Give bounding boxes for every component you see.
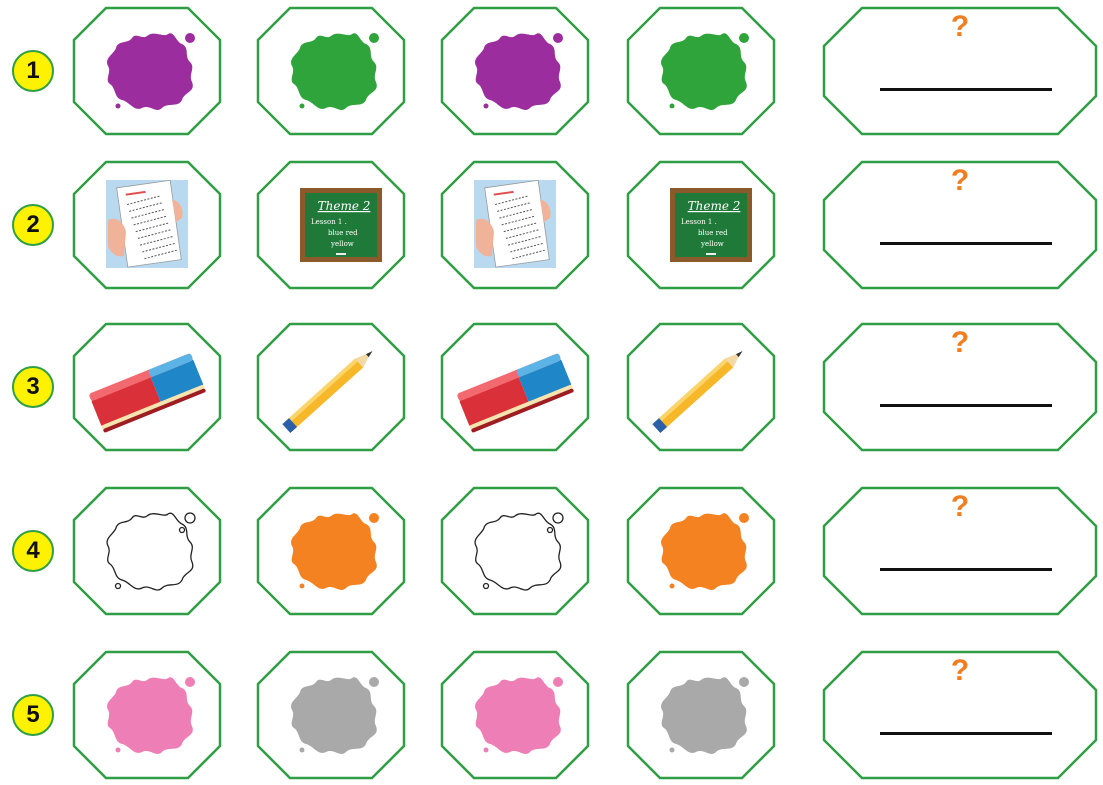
worksheet-icon <box>72 160 222 290</box>
paint-splat-icon <box>440 6 590 136</box>
pattern-row-1 <box>0 6 1103 136</box>
pattern-card <box>440 650 590 780</box>
pattern-card <box>72 6 222 136</box>
pattern-card <box>72 160 222 290</box>
svg-text:yellow: yellow <box>701 240 724 248</box>
paint-splat-icon <box>626 650 776 780</box>
row-number-badge: 3 <box>12 366 54 408</box>
question-mark: ? <box>950 490 970 523</box>
eraser-icon <box>72 322 222 452</box>
pattern-card <box>256 322 406 452</box>
pattern-card <box>256 650 406 780</box>
answer-line[interactable] <box>880 242 1052 245</box>
worksheet-icon <box>440 160 590 290</box>
answer-box[interactable] <box>822 322 1098 452</box>
chalkboard-icon <box>626 160 776 290</box>
pattern-card <box>256 6 406 136</box>
pattern-card <box>256 160 406 290</box>
answer-box[interactable] <box>822 486 1098 616</box>
pattern-card <box>440 486 590 616</box>
pattern-card <box>440 160 590 290</box>
svg-text:blue red: blue red <box>328 229 358 237</box>
pattern-card <box>626 650 776 780</box>
pattern-card <box>440 6 590 136</box>
pattern-card <box>72 650 222 780</box>
pattern-card <box>626 160 776 290</box>
pencil-icon <box>256 322 406 452</box>
paint-splat-icon <box>72 6 222 136</box>
pattern-row-4 <box>0 486 1103 616</box>
paint-splat-icon <box>440 486 590 616</box>
question-mark: ? <box>950 654 970 687</box>
paint-splat-icon <box>256 650 406 780</box>
paint-splat-icon <box>626 6 776 136</box>
svg-text:yellow: yellow <box>331 240 354 248</box>
row-number-badge: 4 <box>12 530 54 572</box>
pattern-row-3 <box>0 322 1103 452</box>
pattern-row-5 <box>0 650 1103 780</box>
paint-splat-icon <box>626 486 776 616</box>
svg-text:Lesson 1 .: Lesson 1 . <box>311 218 347 226</box>
eraser-icon <box>440 322 590 452</box>
pattern-card <box>626 486 776 616</box>
svg-text:Lesson 1 .: Lesson 1 . <box>681 218 717 226</box>
question-mark: ? <box>950 164 970 197</box>
row-number-badge: 2 <box>12 204 54 246</box>
chalkboard-icon <box>256 160 406 290</box>
board-title: Theme 2 <box>317 199 371 213</box>
answer-line[interactable] <box>880 404 1052 407</box>
pattern-row-2 <box>0 160 1103 290</box>
paint-splat-icon <box>256 6 406 136</box>
paint-splat-icon <box>256 486 406 616</box>
svg-text:blue red: blue red <box>698 229 728 237</box>
paint-splat-icon <box>72 650 222 780</box>
answer-line[interactable] <box>880 88 1052 91</box>
row-number-badge: 1 <box>12 50 54 92</box>
pencil-icon <box>626 322 776 452</box>
pattern-card <box>626 322 776 452</box>
answer-box[interactable] <box>822 6 1098 136</box>
pattern-card <box>440 322 590 452</box>
pattern-card <box>626 6 776 136</box>
answer-box[interactable] <box>822 160 1098 290</box>
pattern-card <box>72 322 222 452</box>
pattern-card <box>72 486 222 616</box>
question-mark: ? <box>950 10 970 43</box>
row-number-badge: 5 <box>12 694 54 736</box>
answer-line[interactable] <box>880 568 1052 571</box>
paint-splat-icon <box>72 486 222 616</box>
board-title: Theme 2 <box>687 199 741 213</box>
question-mark: ? <box>950 326 970 359</box>
pattern-card <box>256 486 406 616</box>
answer-box[interactable] <box>822 650 1098 780</box>
answer-line[interactable] <box>880 732 1052 735</box>
paint-splat-icon <box>440 650 590 780</box>
